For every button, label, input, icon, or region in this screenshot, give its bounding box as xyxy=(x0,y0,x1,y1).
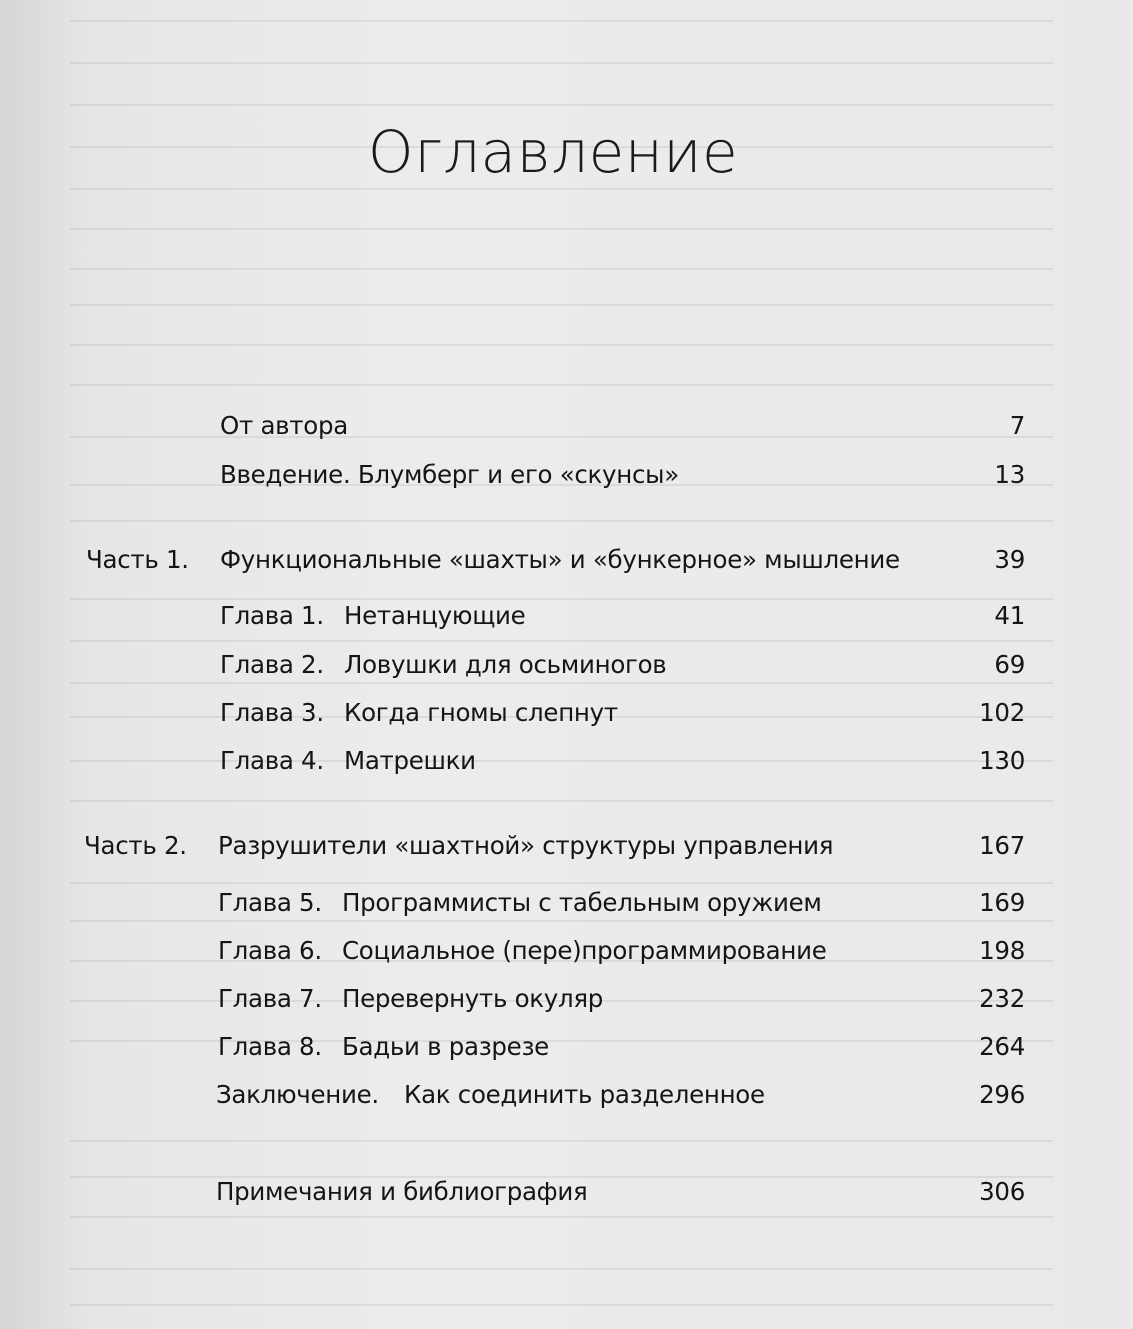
toc-entry-label: Заключение. xyxy=(216,1080,379,1109)
toc-entry-chapter xyxy=(0,693,1133,733)
toc-entry xyxy=(0,1172,1133,1212)
toc-entry-chapter xyxy=(0,931,1133,971)
toc-entry-title: Разрушители «шахтной» структуры управления xyxy=(218,831,834,860)
toc-entry-label: Часть 1. xyxy=(86,545,189,574)
toc-entry-chapter xyxy=(0,979,1133,1019)
toc-entry-title: Нетанцующие xyxy=(344,601,526,630)
toc-entry-label: Глава 2. xyxy=(220,650,324,679)
toc-entry-label: Глава 5. xyxy=(218,888,322,917)
toc-entry-chapter xyxy=(0,1027,1133,1067)
toc-entry-label: Глава 3. xyxy=(220,698,324,727)
toc-entry-title: Примечания и библиография xyxy=(216,1177,588,1206)
toc-entry-label: Глава 1. xyxy=(220,601,324,630)
toc-entry-page: 130 xyxy=(979,746,1025,775)
toc-entry-chapter xyxy=(0,645,1133,685)
toc-entry-title: Социальное (пере)программирование xyxy=(342,936,827,965)
toc-entry-page: 296 xyxy=(979,1080,1025,1109)
toc-entry-page: 102 xyxy=(979,698,1025,727)
toc-entry-title: Функциональные «шахты» и «бункерное» мышление xyxy=(220,545,900,574)
toc-entry xyxy=(0,455,1133,495)
toc-entry xyxy=(0,406,1133,446)
toc-entry-chapter xyxy=(0,883,1133,923)
toc-entry-page: 13 xyxy=(994,460,1025,489)
toc-entry-label: Часть 2. xyxy=(84,831,187,860)
toc-entry-page: 169 xyxy=(979,888,1025,917)
toc-entry-page: 167 xyxy=(979,831,1025,860)
toc-entry-title: Матрешки xyxy=(344,746,476,775)
toc-entry-label: Глава 6. xyxy=(218,936,322,965)
toc-entry-part xyxy=(0,826,1133,866)
toc-entry-label: Глава 7. xyxy=(218,984,322,1013)
toc-entry-chapter xyxy=(0,741,1133,781)
toc-entry-page: 264 xyxy=(979,1032,1025,1061)
toc-entry-page: 306 xyxy=(979,1177,1025,1206)
toc-entry-page: 39 xyxy=(994,545,1025,574)
toc-entry-label: Глава 8. xyxy=(218,1032,322,1061)
toc-entry-title: Перевернуть окуляр xyxy=(342,984,604,1013)
toc-entry xyxy=(0,1075,1133,1115)
toc-entry-title: От автора xyxy=(220,411,348,440)
toc-entry-page: 69 xyxy=(994,650,1025,679)
toc-entry-chapter xyxy=(0,596,1133,636)
toc-entry-page: 232 xyxy=(979,984,1025,1013)
toc-entry-title: Как соединить разделенное xyxy=(404,1080,765,1109)
toc-entry-title: Когда гномы слепнут xyxy=(344,698,618,727)
toc-entry-title: Программисты с табельным оружием xyxy=(342,888,822,917)
toc-entry-part xyxy=(0,540,1133,580)
toc-entry-page: 7 xyxy=(1009,411,1025,440)
toc-entry-title: Ловушки для осьминогов xyxy=(344,650,667,679)
toc-entry-title: Бадьи в разрезе xyxy=(342,1032,549,1061)
page-title: Оглавление xyxy=(367,118,739,186)
toc-entry-title: Введение. Блумберг и его «скунсы» xyxy=(220,460,679,489)
toc-entry-label: Глава 4. xyxy=(220,746,324,775)
toc-entry-page: 198 xyxy=(979,936,1025,965)
toc-entry-page: 41 xyxy=(994,601,1025,630)
